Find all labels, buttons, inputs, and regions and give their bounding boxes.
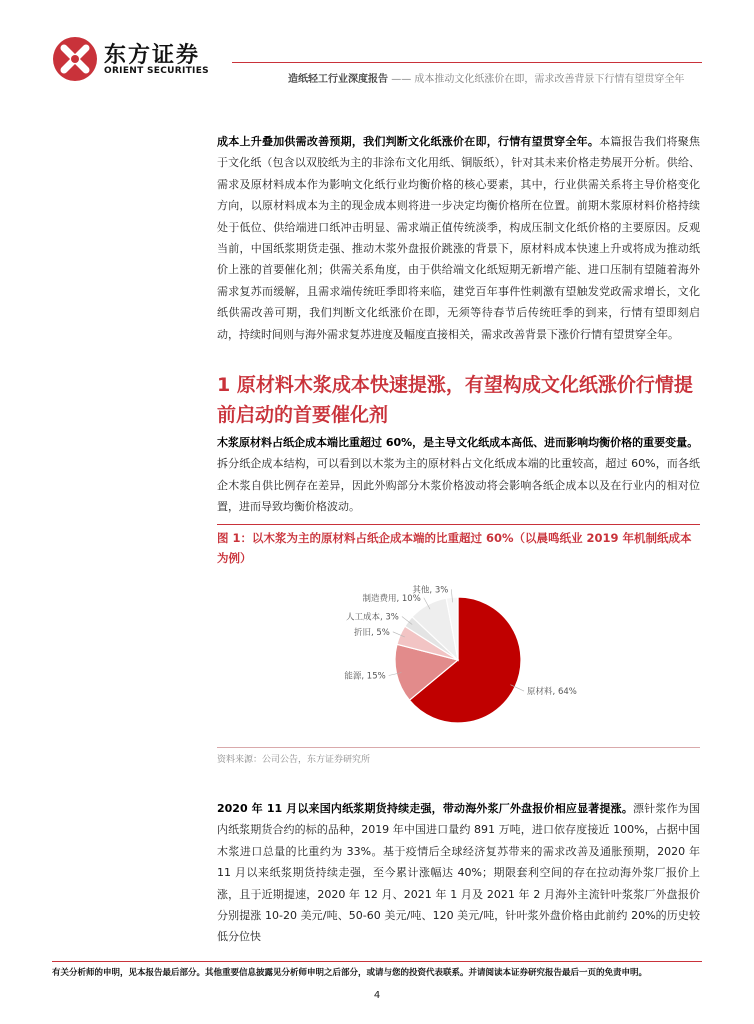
section-1-heading: 1 原材料木浆成本快速提涨，有望构成文化纸涨价行情提前启动的首要催化剂 bbox=[217, 374, 693, 426]
header-separator: —— bbox=[391, 74, 412, 85]
cost-structure-pie-chart bbox=[217, 575, 700, 745]
pulp-futures-lead: 2020 年 11 月以来国内纸浆期货持续走强，带动海外浆厂外盘报价相应显著提涨。 bbox=[217, 802, 634, 815]
company-name-en: ORIENT SECURITIES bbox=[104, 66, 209, 76]
intro-lead: 成本上升叠加供需改善预期，我们判断文化纸涨价在即，行情有望贯穿全年。 bbox=[217, 135, 600, 148]
footer-rule bbox=[52, 961, 702, 962]
section-1-lead: 木浆原材料占纸企成本端比重超过 60%，是主导文化纸成本高低、进而影响均衡价格的重要变量。 bbox=[217, 436, 699, 449]
running-header bbox=[288, 70, 684, 85]
section-1-paragraph bbox=[217, 432, 700, 518]
company-logo bbox=[52, 36, 212, 82]
pulp-futures-paragraph bbox=[217, 798, 700, 948]
pie-label-3: 折旧, 5% bbox=[353, 627, 390, 638]
pie-label-2: 能源, 15% bbox=[344, 671, 386, 682]
figure-1-title: 图 1：以木浆为主的原材料占纸企成本端的比重超过 60%（以晨鸣纸业 2019 年机制纸成本为例） bbox=[217, 531, 692, 565]
pie-label-6: 其他, 3% bbox=[412, 585, 449, 596]
pie-label-4: 人工成本, 3% bbox=[346, 612, 399, 623]
company-name-cn: 东方证券 bbox=[104, 43, 201, 68]
footer-disclaimer: 有关分析师的申明，见本报告最后部分。其他重要信息披露见分析师申明之后部分，或请与您的投资代表联系。并请阅读本证券研究报告最后一页的免责申明。 bbox=[52, 968, 648, 978]
pulp-futures-body: 漂针浆作为国内纸浆期货合约的标的品种，2019 年中国进口量约 891 万吨，进口依存度接近 100%，占据中国木浆进口总量的比重约为 33%。基于疫情后全球经济复苏带来的需求改善及通胀预期，2020 年 11 月以来纸浆期货持续走强，至今累计涨幅达 40%；期限套利空间的存在拉动海外浆厂报价上涨，且于近期提速，2020 年 12 月、2021 年 1 月及 2021 年 2 月海外主流针叶浆浆厂外盘报价分别提涨 10-20 美元/吨、50-60 美元/吨、120 美元/吨，针叶浆外盘价格由此前约 20%的历史较低分位快 bbox=[217, 802, 700, 944]
report-title: 成本推动文化纸涨价在即，需求改善背景下行情有望贯穿全年 bbox=[414, 74, 685, 85]
page-number: 4 bbox=[373, 990, 381, 1001]
figure-bottom-rule bbox=[217, 747, 700, 748]
report-type: 造纸轻工行业深度报告 bbox=[288, 74, 388, 85]
section-1-body: 拆分纸企成本结构，可以看到以木浆为主的原材料占文化纸成本端的比重较高，超过 60%，而各纸企木浆自供比例存在差异，因此外购部分木浆价格波动将会影响各纸企成本以及在行业内的相对位置，进而导致均衡价格波动。 bbox=[217, 457, 700, 514]
figure-source: 资料来源：公司公告，东方证券研究所 bbox=[217, 755, 371, 765]
pie-label-5: 制造费用, 10% bbox=[362, 593, 421, 604]
figure-top-rule bbox=[217, 524, 700, 525]
header-divider bbox=[232, 62, 702, 63]
intro-body: 本篇报告我们将聚焦于文化纸（包含以双胶纸为主的非涂布文化用纸、铜版纸），针对其未来价格走势展开分析。供给、需求及原材料成本作为影响文化纸行业均衡价格的核心要素，其中，行业供需关系将主导价格变化方向，以原材料成本为主的现金成本则将进一步决定均衡价格所在位置。前期木浆原材料价格持续处于低位、供给端进口纸冲击明显、需求端正值传统淡季，构成压制文化纸价格的主要原因。反观当前，中国纸浆期货走强、推动木浆外盘报价跳涨的背景下，原材料成本快速上升或将成为推动纸价上涨的首要催化剂；供需关系角度，由于供给端文化纸短期无新增产能、进口压制有望随着海外需求复苏而缓解，且需求端传统旺季即将来临，建党百年事件性刺激有望触发党政需求增长，文化纸供需改善可期，我们判断文化纸涨价在即，无须等待春节后传统旺季的到来，行情有望即刻启动，持续时间则与海外需求复苏进度及幅度直接相关，需求改善背景下涨价行情有望贯穿全年。 bbox=[217, 135, 700, 341]
orient-securities-logo-icon bbox=[52, 36, 98, 82]
intro-paragraph bbox=[217, 131, 700, 345]
pie-label-1: 原材料, 64% bbox=[527, 687, 577, 698]
